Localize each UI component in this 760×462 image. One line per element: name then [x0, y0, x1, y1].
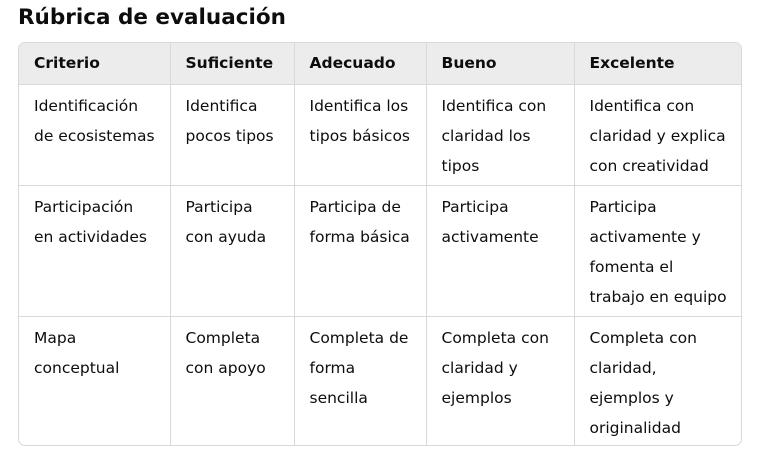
cell-criterio [19, 85, 170, 186]
cell-line: Participación [34, 198, 134, 216]
cell-line: sencilla [309, 389, 368, 407]
cell-adecuado [294, 317, 426, 447]
cell-criterio [19, 186, 170, 317]
cell-line: Participa de [309, 198, 401, 216]
cell-line: conceptual [34, 359, 120, 377]
cell-line: tipos [441, 157, 480, 175]
cell-line: fomenta el [589, 258, 674, 276]
cell-line: Participa [185, 198, 253, 216]
cell-line: Completa con [441, 329, 549, 347]
cell-line: trabajo en equipo [589, 288, 727, 306]
cell-line: ejemplos [441, 389, 512, 407]
cell-line: Completa de [309, 329, 409, 347]
cell-line: con apoyo [185, 359, 266, 377]
header-criterio: Criterio [19, 43, 170, 85]
cell-line: Identifica [185, 97, 258, 115]
cell-line: forma básica [309, 228, 410, 246]
cell-line: claridad y [441, 359, 518, 377]
table-row [19, 186, 741, 317]
table-row [19, 317, 741, 447]
cell-line: Participa [589, 198, 657, 216]
cell-line: con creatividad [589, 157, 709, 175]
header-bueno: Bueno [426, 43, 574, 85]
cell-line: claridad, [589, 359, 657, 377]
cell-line: Identifica con [441, 97, 547, 115]
cell-line: originalidad [589, 419, 681, 437]
cell-excelente [574, 186, 741, 317]
cell-line: Participa [441, 198, 509, 216]
cell-suficiente [170, 317, 294, 447]
cell-bueno [426, 317, 574, 447]
cell-line: Identifica con [589, 97, 695, 115]
page-title: Rúbrica de evaluación [18, 5, 286, 30]
rubric-table [19, 43, 741, 446]
cell-line: claridad los [441, 127, 531, 145]
cell-line: Completa con [589, 329, 697, 347]
cell-line: activamente [441, 228, 539, 246]
rubric-table-container [18, 42, 742, 446]
cell-line: Identificación [34, 97, 139, 115]
cell-line: Mapa [34, 329, 77, 347]
cell-line: forma [309, 359, 356, 377]
cell-adecuado [294, 85, 426, 186]
cell-suficiente [170, 85, 294, 186]
cell-excelente [574, 317, 741, 447]
table-header-row [19, 43, 741, 85]
cell-criterio [19, 317, 170, 447]
cell-line: en actividades [34, 228, 147, 246]
cell-line: con ayuda [185, 228, 267, 246]
header-suficiente: Suficiente [170, 43, 294, 85]
table-row [19, 85, 741, 186]
cell-line: de ecosistemas [34, 127, 155, 145]
cell-bueno [426, 85, 574, 186]
cell-excelente [574, 85, 741, 186]
header-excelente: Excelente [574, 43, 741, 85]
cell-line: tipos básicos [309, 127, 411, 145]
cell-line: claridad y explica [589, 127, 726, 145]
cell-line: Completa [185, 329, 261, 347]
cell-bueno [426, 186, 574, 317]
header-adecuado: Adecuado [294, 43, 426, 85]
cell-adecuado [294, 186, 426, 317]
cell-line: ejemplos y [589, 389, 674, 407]
cell-suficiente [170, 186, 294, 317]
cell-line: pocos tipos [185, 127, 274, 145]
cell-line: Identifica los [309, 97, 409, 115]
cell-line: activamente y [589, 228, 701, 246]
